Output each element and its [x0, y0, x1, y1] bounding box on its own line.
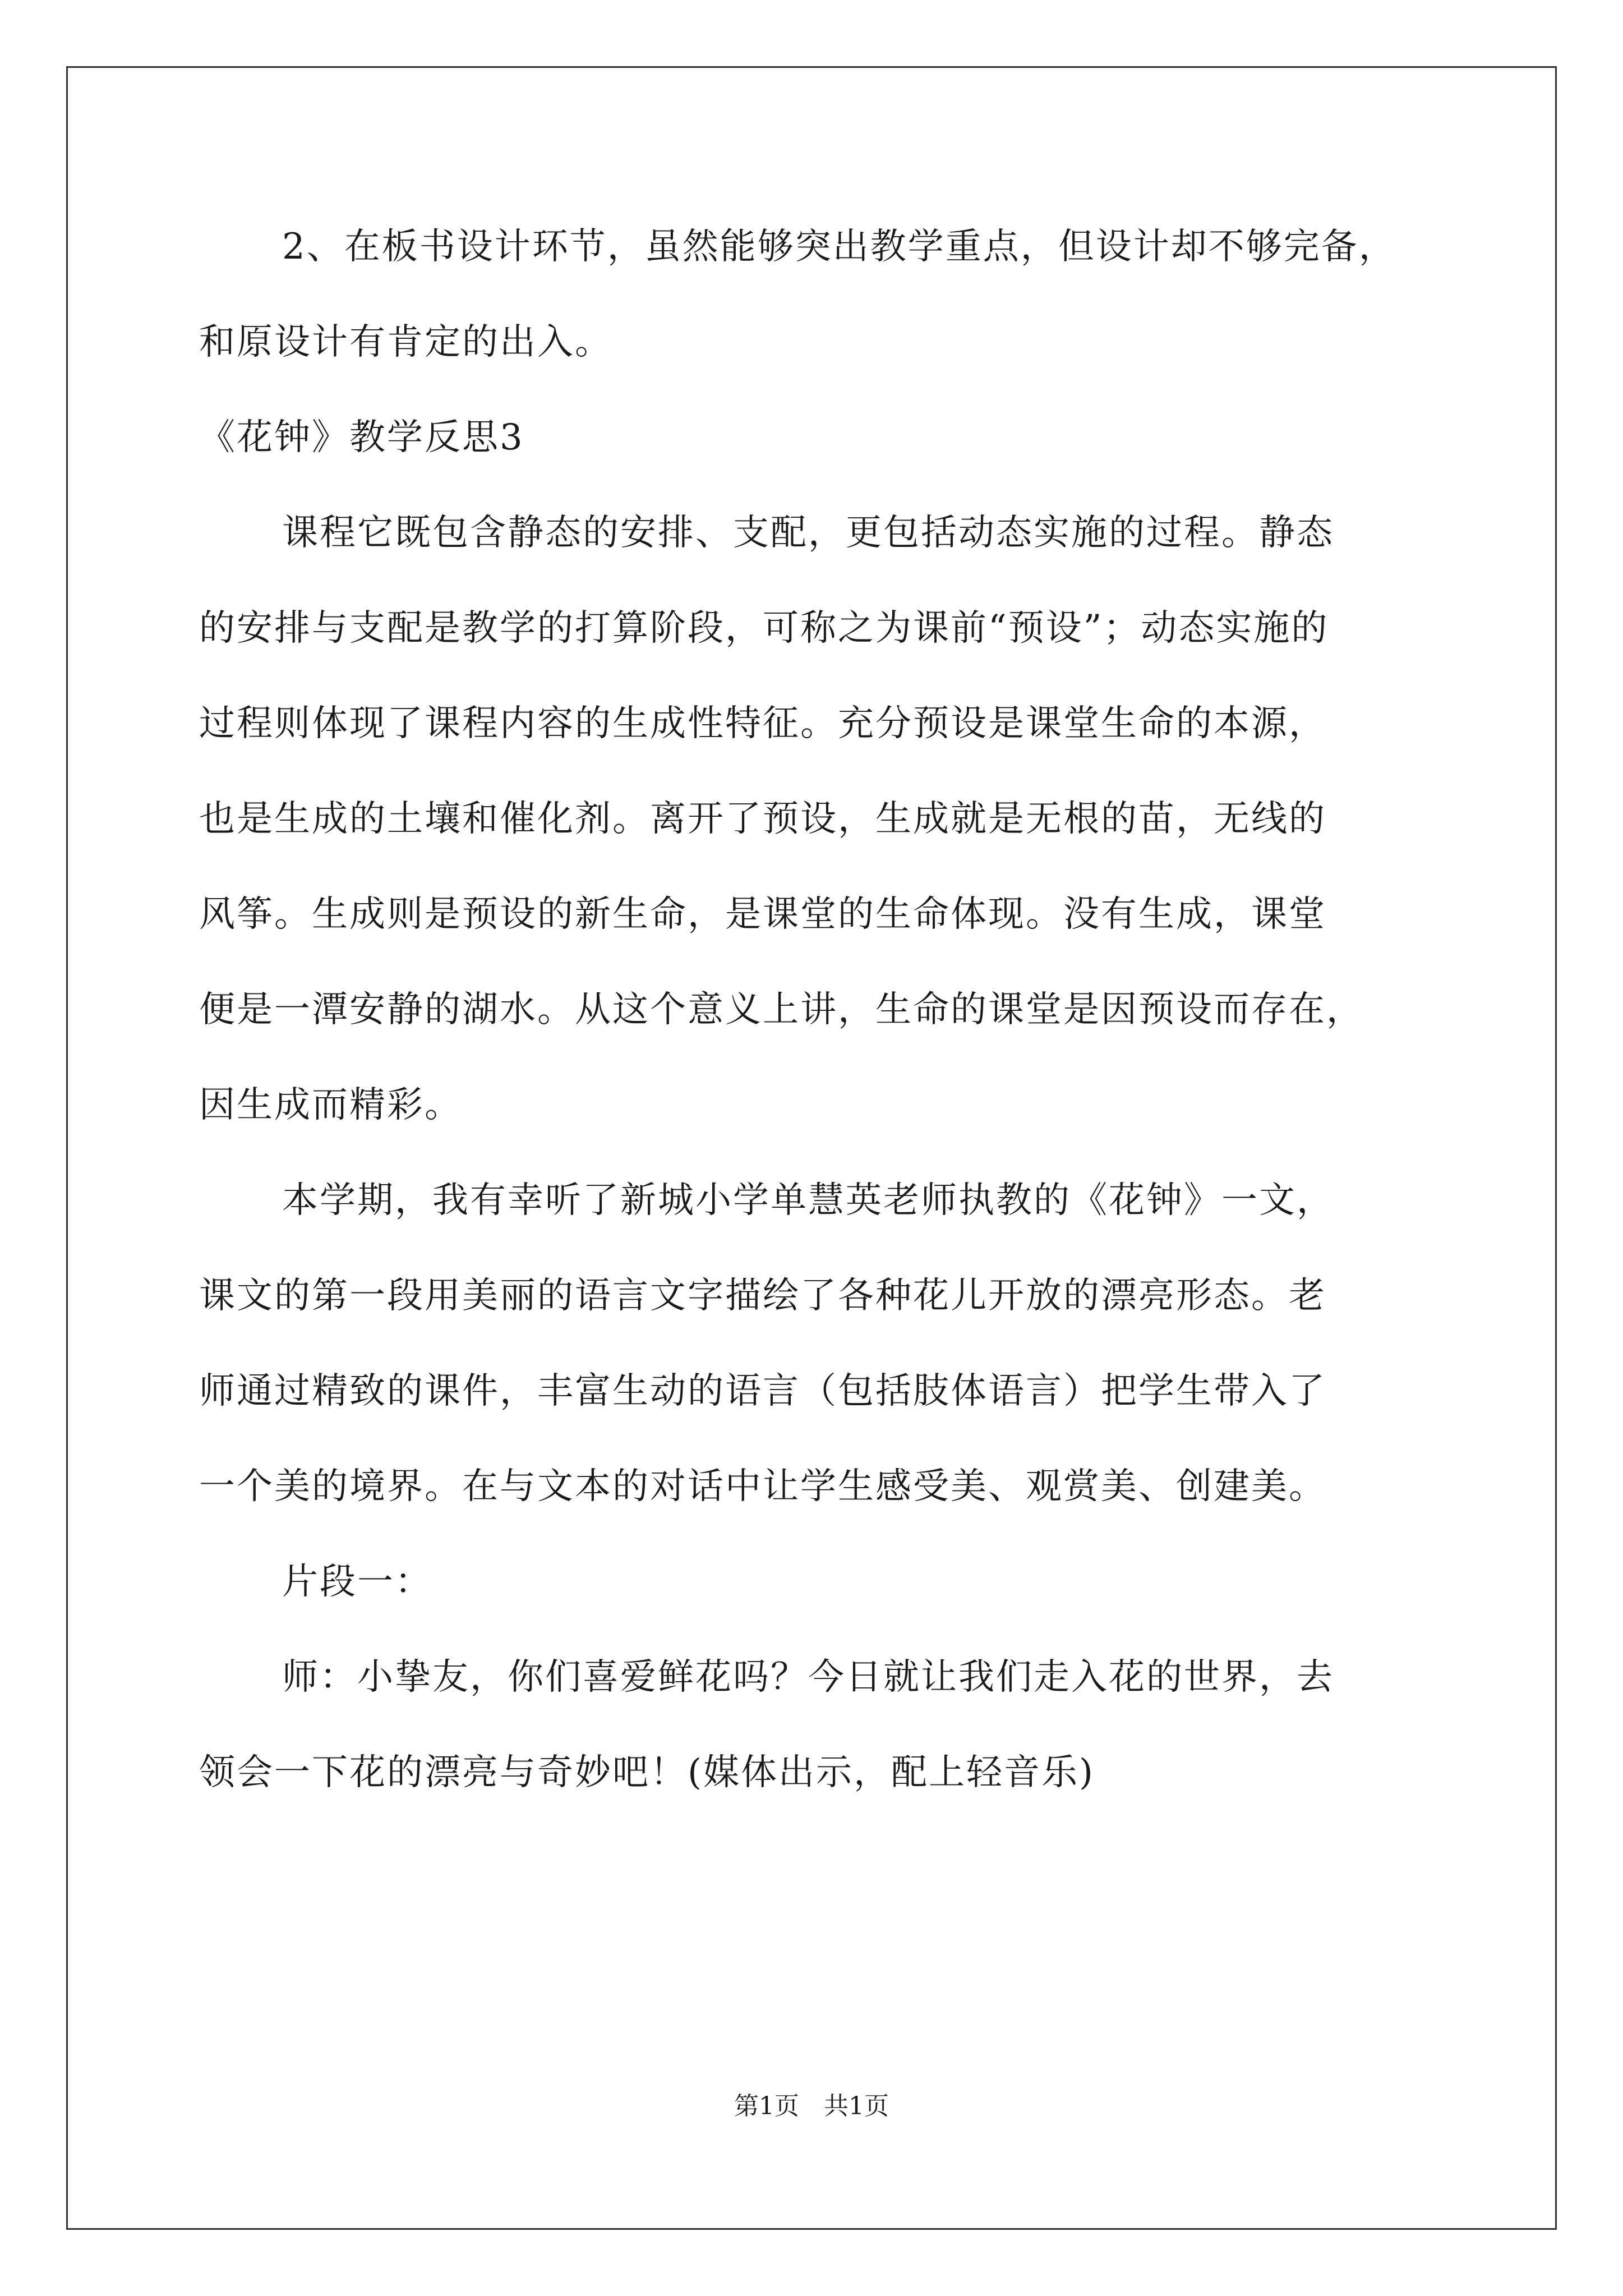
- paragraph-line: 师通过精致的课件，丰富生动的语言（包括肢体语言）把学生带入了: [199, 1370, 1326, 1412]
- paragraph-line: 风筝。生成则是预设的新生命，是课堂的生命体现。没有生成，课堂: [199, 894, 1326, 935]
- paragraph-line: 便是一潭安静的湖水。从这个意义上讲，生命的课堂是因预设而存在，: [199, 989, 1364, 1030]
- paragraph-line: 过程则体现了课程内容的生成性特征。充分预设是课堂生命的本源，: [199, 703, 1326, 744]
- paragraph-line: 也是生成的土壤和催化剂。离开了预设，生成就是无根的苗，无线的: [199, 798, 1326, 840]
- page-border: [66, 66, 1557, 2230]
- paragraph-line: 领会一下花的漂亮与奇妙吧！(媒体出示，配上轻音乐): [199, 1752, 1095, 1793]
- paragraph-line: 一个美的境界。在与文本的对话中让学生感受美、观赏美、创建美。: [199, 1466, 1326, 1507]
- paragraph-line: 片段一：: [282, 1561, 432, 1603]
- paragraph-line: 和原设计有肯定的出入。: [199, 321, 612, 363]
- section-heading: 《花钟》教学反思3: [199, 417, 524, 458]
- paragraph-line: 2、在板书设计环节，虽然能够突出教学重点，但设计却不够完备，: [282, 226, 1396, 268]
- paragraph-line: 的安排与支配是教学的打算阶段，可称之为课前“预设”；动态实施的: [199, 608, 1329, 649]
- page-footer: 第1页 共1页: [734, 2092, 889, 2120]
- paragraph-line: 课程它既包含静态的安排、支配，更包括动态实施的过程。静态: [282, 512, 1334, 554]
- paragraph-line: 课文的第一段用美丽的语言文字描绘了各种花儿开放的漂亮形态。老: [199, 1275, 1326, 1317]
- paragraph-line: 师：小挚友，你们喜爱鲜花吗？今日就让我们走入花的世界，去: [282, 1657, 1334, 1698]
- paragraph-line: 因生成而精彩。: [199, 1084, 462, 1126]
- paragraph-line: 本学期，我有幸听了新城小学单慧英老师执教的《花钟》一文，: [282, 1180, 1334, 1221]
